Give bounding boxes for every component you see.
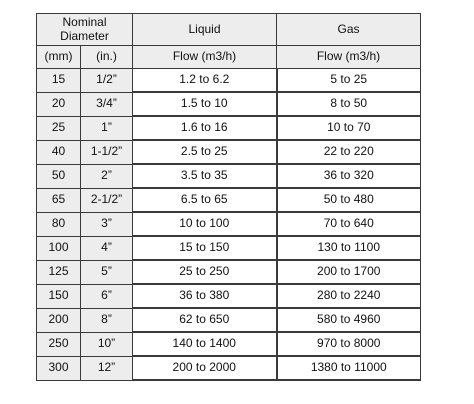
in-unit-header: (in.)	[81, 46, 133, 69]
diameter-mm-cell: 125	[37, 260, 81, 284]
gas-header: Gas	[277, 14, 421, 46]
diameter-in-cell: 6”	[81, 284, 133, 308]
diameter-in-cell: 3”	[81, 212, 133, 236]
diameter-in-cell: 1”	[81, 116, 133, 140]
table-row	[37, 236, 421, 260]
diameter-in-cell: 1/2”	[81, 69, 133, 93]
diameter-in-cell: 1-1/2”	[81, 140, 133, 164]
nominal-diameter-header: Nominal Diameter	[37, 14, 133, 46]
gas-flow-cell: 5 to 25	[277, 69, 421, 93]
gas-flow-cell: 970 to 8000	[277, 332, 421, 356]
diameter-in-cell: 3/4”	[81, 92, 133, 116]
diameter-in-cell: 12”	[81, 356, 133, 380]
header-row-top	[37, 14, 421, 46]
diameter-in-cell: 8”	[81, 308, 133, 332]
diameter-mm-cell: 50	[37, 164, 81, 188]
mm-unit-header: (mm)	[37, 46, 81, 69]
table-row	[37, 332, 421, 356]
table-row	[37, 116, 421, 140]
gas-flow-cell: 580 to 4960	[277, 308, 421, 332]
diameter-mm-cell: 20	[37, 92, 81, 116]
diameter-mm-cell: 250	[37, 332, 81, 356]
gas-flow-header: Flow (m3/h)	[277, 46, 421, 69]
table-row	[37, 260, 421, 284]
table-row	[37, 284, 421, 308]
diameter-mm-cell: 65	[37, 188, 81, 212]
diameter-mm-cell: 80	[37, 212, 81, 236]
table-row	[37, 356, 421, 380]
table-row	[37, 92, 421, 116]
gas-flow-cell: 10 to 70	[277, 116, 421, 140]
liquid-flow-cell: 10 to 100	[133, 212, 277, 236]
gas-flow-cell: 130 to 1100	[277, 236, 421, 260]
header-row-units	[37, 46, 421, 69]
liquid-flow-cell: 140 to 1400	[133, 332, 277, 356]
diameter-in-cell: 10”	[81, 332, 133, 356]
liquid-flow-cell: 15 to 150	[133, 236, 277, 260]
diameter-mm-cell: 15	[37, 69, 81, 93]
diameter-mm-cell: 150	[37, 284, 81, 308]
table-row	[37, 212, 421, 236]
gas-flow-cell: 36 to 320	[277, 164, 421, 188]
table-row	[37, 69, 421, 93]
table-row	[37, 164, 421, 188]
diameter-in-cell: 5”	[81, 260, 133, 284]
gas-flow-cell: 1380 to 11000	[277, 356, 421, 380]
diameter-in-cell: 2-1/2”	[81, 188, 133, 212]
liquid-flow-cell: 6.5 to 65	[133, 188, 277, 212]
diameter-mm-cell: 100	[37, 236, 81, 260]
liquid-flow-cell: 62 to 650	[133, 308, 277, 332]
liquid-flow-cell: 2.5 to 25	[133, 140, 277, 164]
table-row	[37, 308, 421, 332]
gas-flow-cell: 8 to 50	[277, 92, 421, 116]
liquid-flow-cell: 1.6 to 16	[133, 116, 277, 140]
diameter-in-cell: 2”	[81, 164, 133, 188]
flow-rate-table	[36, 13, 421, 381]
table-row	[37, 188, 421, 212]
liquid-flow-cell: 36 to 380	[133, 284, 277, 308]
diameter-mm-cell: 25	[37, 116, 81, 140]
liquid-header: Liquid	[133, 14, 277, 46]
liquid-flow-cell: 25 to 250	[133, 260, 277, 284]
liquid-flow-cell: 1.2 to 6.2	[133, 69, 277, 93]
liquid-flow-cell: 200 to 2000	[133, 356, 277, 380]
gas-flow-cell: 22 to 220	[277, 140, 421, 164]
gas-flow-cell: 70 to 640	[277, 212, 421, 236]
gas-flow-cell: 280 to 2240	[277, 284, 421, 308]
gas-flow-cell: 50 to 480	[277, 188, 421, 212]
diameter-mm-cell: 40	[37, 140, 81, 164]
liquid-flow-cell: 3.5 to 35	[133, 164, 277, 188]
table-row	[37, 140, 421, 164]
gas-flow-cell: 200 to 1700	[277, 260, 421, 284]
diameter-mm-cell: 300	[37, 356, 81, 380]
diameter-in-cell: 4”	[81, 236, 133, 260]
liquid-flow-header: Flow (m3/h)	[133, 46, 277, 69]
liquid-flow-cell: 1.5 to 10	[133, 92, 277, 116]
diameter-mm-cell: 200	[37, 308, 81, 332]
